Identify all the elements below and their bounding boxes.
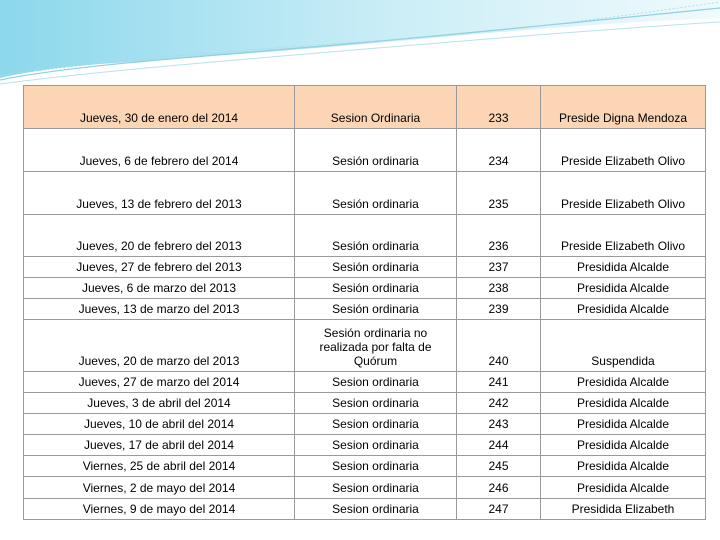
session-number-cell: 237 xyxy=(457,257,541,278)
table-row xyxy=(24,215,706,257)
session-status-cell: Presidida Alcalde xyxy=(541,477,706,499)
session-date-cell: Jueves, 13 de febrero del 2013 xyxy=(24,172,295,215)
session-number-cell: 243 xyxy=(457,414,541,435)
session-type-cell: Sesion ordinaria xyxy=(295,477,457,499)
session-status-cell: Presidida Alcalde xyxy=(541,372,706,393)
session-number-cell: 241 xyxy=(457,372,541,393)
session-number-cell: 240 xyxy=(457,320,541,372)
session-status-cell: Presidida Alcalde xyxy=(541,435,706,456)
session-status-cell: Presidida Alcalde xyxy=(541,278,706,299)
table-row xyxy=(24,278,706,299)
session-date-cell: Jueves, 6 de febrero del 2014 xyxy=(24,129,295,172)
session-status-cell: Preside Elizabeth Olivo xyxy=(541,129,706,172)
session-date-cell: Viernes, 9 de mayo del 2014 xyxy=(24,499,295,520)
table-row xyxy=(24,456,706,477)
session-type-cell: Sesión ordinaria xyxy=(295,299,457,320)
session-status-cell: Presidida Alcalde xyxy=(541,257,706,278)
session-type-cell: Sesion ordinaria xyxy=(295,393,457,414)
session-date-cell: Jueves, 13 de marzo del 2013 xyxy=(24,299,295,320)
session-type-cell: Sesión ordinaria xyxy=(295,172,457,215)
session-type-cell: Sesion ordinaria xyxy=(295,372,457,393)
sessions-table xyxy=(23,85,706,520)
session-number-cell: 233 xyxy=(457,86,541,129)
session-date-cell: Jueves, 20 de marzo del 2013 xyxy=(24,320,295,372)
table-row xyxy=(24,393,706,414)
header-wave-decoration xyxy=(0,0,720,90)
session-date-cell: Jueves, 6 de marzo del 2013 xyxy=(24,278,295,299)
session-date-cell: Jueves, 10 de abril del 2014 xyxy=(24,414,295,435)
session-type-cell: Sesión ordinaria xyxy=(295,215,457,257)
session-number-cell: 244 xyxy=(457,435,541,456)
session-status-cell: Preside Elizabeth Olivo xyxy=(541,215,706,257)
session-number-cell: 235 xyxy=(457,172,541,215)
session-number-cell: 246 xyxy=(457,477,541,499)
session-status-cell: Suspendida xyxy=(541,320,706,372)
session-status-cell: Presidida Alcalde xyxy=(541,393,706,414)
table-row xyxy=(24,86,706,129)
session-date-cell: Viernes, 25 de abril del 2014 xyxy=(24,456,295,477)
session-date-cell: Jueves, 17 de abril del 2014 xyxy=(24,435,295,456)
session-type-cell: Sesion ordinaria xyxy=(295,435,457,456)
table-row xyxy=(24,129,706,172)
table-row xyxy=(24,257,706,278)
session-status-cell: Preside Elizabeth Olivo xyxy=(541,172,706,215)
session-type-cell: Sesion ordinaria xyxy=(295,499,457,520)
table-row xyxy=(24,499,706,520)
table-row xyxy=(24,372,706,393)
session-number-cell: 239 xyxy=(457,299,541,320)
session-number-cell: 247 xyxy=(457,499,541,520)
table-row xyxy=(24,172,706,215)
session-type-cell: Sesion Ordinaria xyxy=(295,86,457,129)
table-row xyxy=(24,299,706,320)
table-row xyxy=(24,320,706,372)
session-number-cell: 242 xyxy=(457,393,541,414)
session-type-cell: Sesion ordinaria xyxy=(295,456,457,477)
table-row xyxy=(24,414,706,435)
session-status-cell: Presidida Alcalde xyxy=(541,414,706,435)
table-row xyxy=(24,477,706,499)
table-row xyxy=(24,435,706,456)
session-status-cell: Presidida Alcalde xyxy=(541,299,706,320)
session-number-cell: 245 xyxy=(457,456,541,477)
session-status-cell: Preside Digna Mendoza xyxy=(541,86,706,129)
session-status-cell: Presidida Elizabeth xyxy=(541,499,706,520)
session-status-cell: Presidida Alcalde xyxy=(541,456,706,477)
session-date-cell: Jueves, 30 de enero del 2014 xyxy=(24,86,295,129)
session-date-cell: Jueves, 27 de febrero del 2013 xyxy=(24,257,295,278)
session-date-cell: Jueves, 3 de abril del 2014 xyxy=(24,393,295,414)
session-number-cell: 238 xyxy=(457,278,541,299)
session-number-cell: 236 xyxy=(457,215,541,257)
session-number-cell: 234 xyxy=(457,129,541,172)
session-type-cell: Sesion ordinaria xyxy=(295,414,457,435)
session-date-cell: Jueves, 27 de marzo del 2014 xyxy=(24,372,295,393)
session-type-cell: Sesión ordinaria no realizada por falta de Quórum xyxy=(295,320,457,372)
session-date-cell: Jueves, 20 de febrero del 2013 xyxy=(24,215,295,257)
session-type-cell: Sesión ordinaria xyxy=(295,278,457,299)
session-type-cell: Sesión ordinaria xyxy=(295,257,457,278)
session-type-cell: Sesión ordinaria xyxy=(295,129,457,172)
session-date-cell: Viernes, 2 de mayo del 2014 xyxy=(24,477,295,499)
